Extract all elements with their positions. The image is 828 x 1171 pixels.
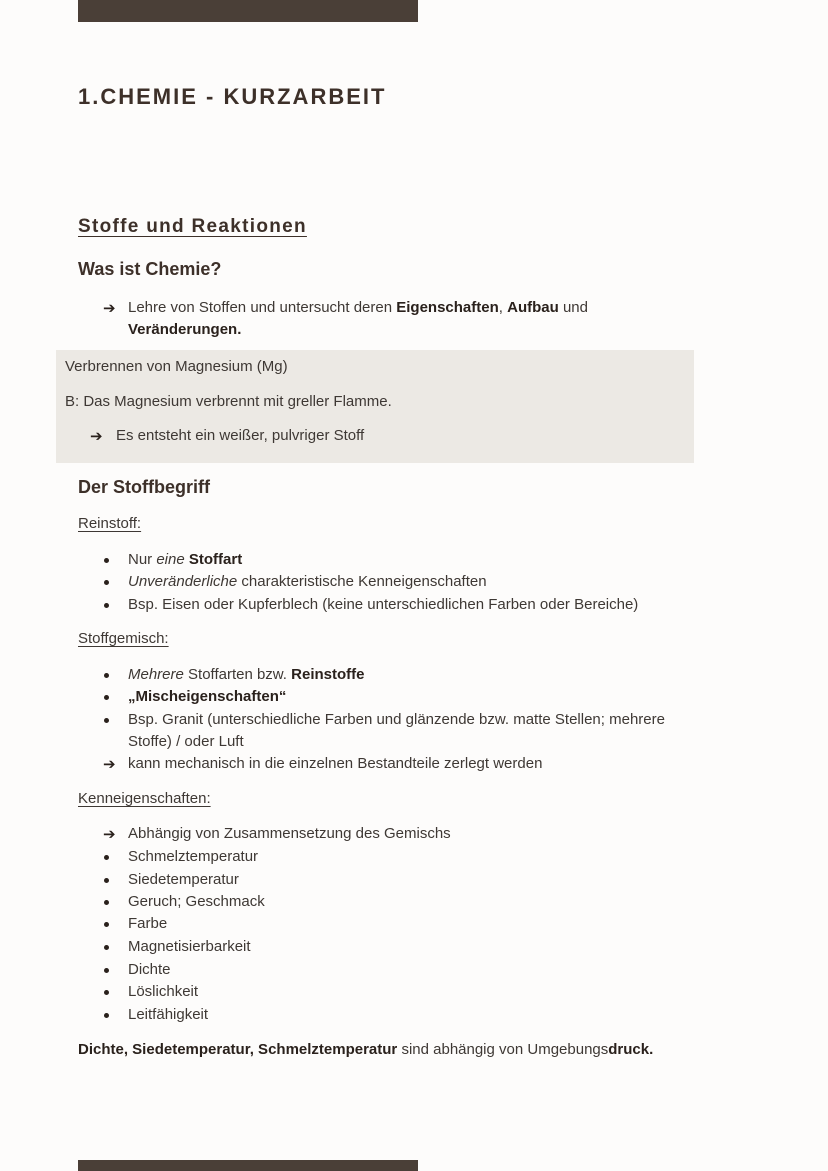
bullet-dot-icon: [104, 695, 109, 700]
arrow-right-icon: ➔: [90, 428, 103, 445]
list-item: Dichte: [128, 961, 171, 978]
bullet-dot-icon: [104, 558, 109, 563]
definition-line-1: Lehre von Stoffen und untersucht deren Eigenschaften, Aufbau und: [128, 299, 588, 316]
bullet-dot-icon: [104, 878, 109, 883]
label-stoffgemisch: Stoffgemisch:: [78, 630, 169, 647]
list-item: Abhängig von Zusammensetzung des Gemischs: [128, 825, 451, 842]
bullet-dot-icon: [104, 603, 109, 608]
label-kenneigenschaften: Kenneigenschaften:: [78, 790, 211, 807]
list-item-continued: Stoffe) / oder Luft: [128, 733, 244, 750]
list-item: Leitfähigkeit: [128, 1006, 209, 1023]
list-item: Löslichkeit: [128, 983, 199, 1000]
bullet-dot-icon: [104, 922, 109, 927]
list-item: Schmelztemperatur: [128, 848, 259, 865]
arrow-right-icon: ➔: [103, 826, 116, 843]
top-decor-bar: [78, 0, 418, 22]
page-title: 1.CHEMIE - KURZARBEIT: [78, 84, 387, 109]
list-item: Unveränderliche charakteristische Kenneigenschaften: [128, 573, 487, 590]
list-item: „Mischeigenschaften“: [128, 688, 287, 705]
label-reinstoff: Reinstoff:: [78, 515, 142, 532]
list-item: Bsp. Granit (unterschiedliche Farben und glänzende bzw. matte Stellen; mehrere: [128, 711, 665, 728]
list-item: Nur eine Stoffart: [128, 551, 243, 568]
heading-stoffbegriff: Der Stoffbegriff: [78, 477, 210, 497]
bullet-dot-icon: [104, 718, 109, 723]
list-item: Magnetisierbarkeit: [128, 938, 251, 955]
list-item: Bsp. Eisen oder Kupferblech (keine unterschiedlichen Farben oder Bereiche): [128, 596, 639, 613]
bullet-dot-icon: [104, 673, 109, 678]
list-item: Mehrere Stoffarten bzw. Reinstoffe: [128, 666, 365, 683]
bullet-dot-icon: [104, 1013, 109, 1018]
heading-was-ist-chemie: Was ist Chemie?: [78, 259, 222, 279]
bullet-dot-icon: [104, 855, 109, 860]
experiment-result: Es entsteht ein weißer, pulvriger Stoff: [116, 427, 365, 444]
list-item: Farbe: [128, 915, 168, 932]
experiment-title: Verbrennen von Magnesium (Mg): [65, 358, 288, 375]
bullet-dot-icon: [104, 945, 109, 950]
experiment-observation: B: Das Magnesium verbrennt mit greller Flamme.: [65, 393, 392, 410]
list-item: Geruch; Geschmack: [128, 893, 265, 910]
bullet-dot-icon: [104, 900, 109, 905]
arrow-right-icon: ➔: [103, 756, 116, 773]
bullet-dot-icon: [104, 990, 109, 995]
list-item: kann mechanisch in die einzelnen Bestandteile zerlegt werden: [128, 755, 543, 772]
arrow-right-icon: ➔: [103, 300, 116, 317]
list-item: Siedetemperatur: [128, 871, 239, 888]
bullet-dot-icon: [104, 968, 109, 973]
section-heading: Stoffe und Reaktionen: [78, 216, 307, 237]
bottom-decor-bar: [78, 1160, 418, 1171]
definition-line-2: Veränderungen.: [128, 321, 242, 338]
summary-line: Dichte, Siedetemperatur, Schmelztemperatur sind abhängig von Umgebungsdruck.: [78, 1041, 654, 1058]
bullet-dot-icon: [104, 580, 109, 585]
